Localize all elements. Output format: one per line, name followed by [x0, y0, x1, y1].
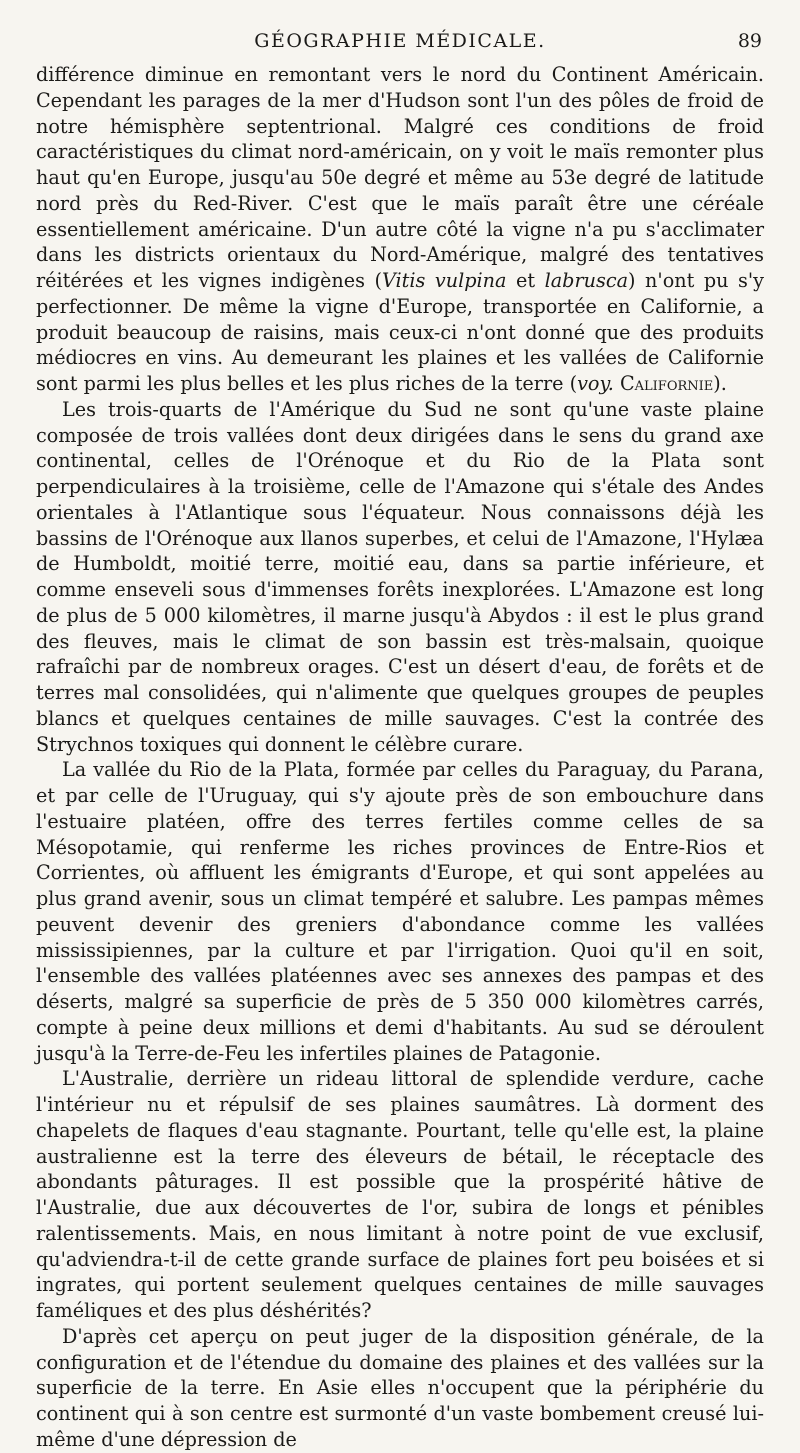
italic-text: labrusca — [544, 269, 629, 292]
page-number: 89 — [737, 30, 762, 52]
italic-text: voy. — [577, 372, 614, 395]
text-segment: D'après cet aperçu on peut juger de la disposition générale, de la configuration et de l'étendue du domaine des plaines et des vallées sur la superficie de la terre. En Asie elles n'occupent que la périphérie du continent qui à son centre est surmonté d'un vaste bombement creusé lui-même d'une dépression de — [36, 1324, 764, 1451]
text-segment: L'Australie, derrière un rideau littoral de splendide verdure, cache l'intérieur nu et répulsif de ses plaines saumâtres. Là dorment des chapelets de flaques d'eau stagnante. Pourtant, telle qu'elle est, la plaine australienne est la terre des éleveurs de bétail, le réceptacle des abondants pâturages. Il est possible que la prospérité hâtive de l'Australie, due aux découvertes de l'or, subira de longs et pénibles ralentissements. Mais, en nous limitant à notre point de vue exclusif, qu'adviendra-t-il de cette grande surface de plaines fort peu boisées et si ingrates, qui portent seulement quelques centaines de mille sauvages faméliques et des plus déshérités? — [36, 1067, 764, 1322]
running-head — [36, 30, 764, 60]
paragraph — [36, 62, 764, 397]
text-segment: Les trois-quarts de l'Amérique du Sud ne sont qu'une vaste plaine composée de trois vallées dont deux dirigées dans le sens du grand axe continental, celles de l'Orénoque et du Rio de la Plata sont perpendiculaires à la troisième, celle de l'Amazone qui s'étale des Andes orientales à l'Atlantique sous l'équateur. Nous connaissons déjà les bassins de l'Orénoque aux llanos superbes, et celui de l'Amazone, l'Hylæa de Humboldt, moitié terre, moitié eau, dans sa partie inférieure, et comme enseveli sous d'immenses forêts inexplorées. L'Amazone est long de plus de 5 000 kilomètres, il marne jusqu'à Abydos : il est le plus grand des fleuves, mais le climat de son bassin est très-malsain, quoique rafraîchi par de nombreux orages. C'est un désert d'eau, de forêts et de terres mal consolidées, qui n'alimente que quelques groupes de peuples blancs et quelques centaines de mille sauvages. C'est la contrée des Strychnos toxiques qui donnent le célèbre curare. — [36, 397, 764, 756]
text-segment: et — [506, 269, 545, 292]
book-page — [36, 30, 764, 1453]
text-segment: ). — [713, 372, 727, 395]
italic-text: Vitis vulpina — [382, 269, 507, 292]
header-title: GÉOGRAPHIE MÉDICALE. — [254, 30, 546, 52]
body-text — [36, 62, 764, 1453]
text-segment: La vallée du Rio de la Plata, formée par celles du Paraguay, du Parana, et par celle de l'Uruguay, qui s'y ajoute près de son embouchure dans l'estuaire platéen, offre des terres fertiles comme celles de sa Mésopotamie, qui renferme les riches provinces de Entre-Rios et Corrientes, où affluent les émigrants d'Europe, et qui sont appelées au plus grand avenir, sous un climat tempéré et salubre. Les pampas mêmes peuvent devenir des greniers d'abondance comme les vallées mississipiennes, par la culture et par l'irrigation. Quoi qu'il en soit, l'ensemble des vallées platéennes avec ses annexes des pampas et des déserts, malgré sa superficie de près de 5 350 000 kilomètres carrés, compte à peine deux millions et demi d'habitants. Au sud se déroulent jusqu'à la Terre-de-Feu les infertiles plaines de Patagonie. — [36, 758, 764, 1065]
text-segment: différence diminue en remontant vers le nord du Continent Américain. Cependant les parages de la mer d'Hudson sont l'un des pôles de froid de notre hémisphère septentrional. Malgré ces conditions de froid caractéristiques du climat nord-américain, on y voit le maïs remonter plus haut qu'en Europe, jusqu'au 50e degré et même au 53e degré de latitude nord près du Red-River. C'est que le maïs paraît être une céréale essentiellement américaine. D'un autre côté la vigne n'a pu s'acclimater dans les districts orientaux du Nord-Amérique, malgré des tentatives réitérées et les vignes indigènes ( — [36, 63, 764, 292]
paragraph — [36, 757, 764, 1066]
paragraph — [36, 1324, 764, 1453]
paragraph — [36, 397, 764, 758]
text-segment: ) n'ont pu s'y perfectionner. De même la vigne d'Europe, transportée en Californie, a produit beaucoup de raisins, mais ceux-ci n'ont donné que des produits médiocres en vins. Au demeurant les plaines et les vallées de Californie sont parmi les plus belles et les plus riches de la terre ( — [36, 269, 765, 395]
paragraph — [36, 1066, 764, 1324]
smallcaps-text: Californie — [619, 372, 714, 395]
